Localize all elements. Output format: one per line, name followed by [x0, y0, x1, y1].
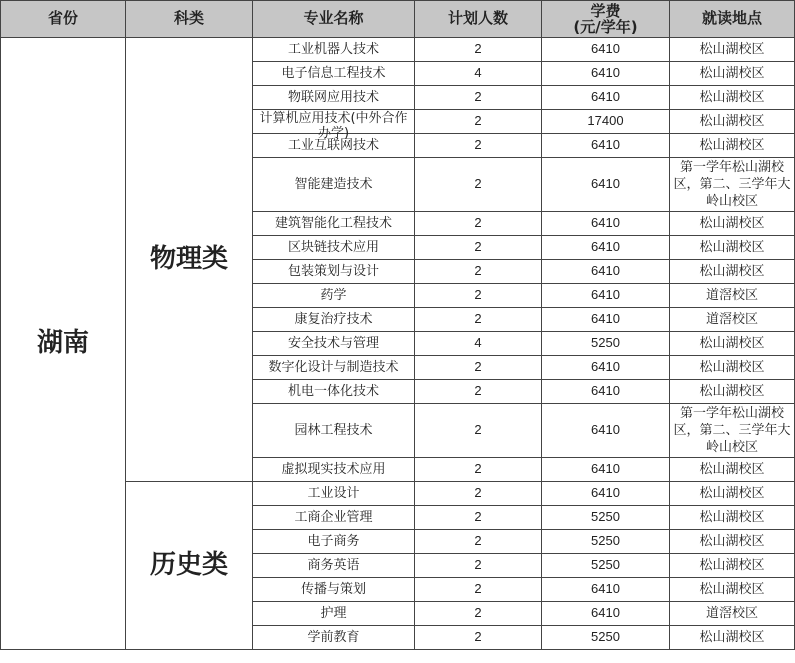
campus-location: 松山湖校区: [699, 114, 765, 129]
header-province: 省份: [1, 1, 126, 38]
tuition-fee-cell: 6410: [542, 284, 670, 308]
major-name: 电子商务: [307, 534, 360, 549]
tuition-fee-cell: 6410: [542, 38, 670, 62]
tuition-fee-cell: 6410: [542, 212, 670, 236]
table-row: [1, 38, 795, 62]
tuition-fee-cell: 5250: [542, 506, 670, 530]
major-name: 工业机器人技术: [287, 42, 379, 57]
campus-location: 松山湖校区: [699, 462, 765, 477]
campus-location-cell: [670, 38, 795, 62]
campus-location: 第一学年松山湖校区，第二、三学年大岭山校区: [673, 160, 791, 209]
campus-location: 道滘校区: [705, 606, 758, 621]
plan-count-cell: 2: [415, 554, 542, 578]
campus-location: 道滘校区: [705, 288, 758, 303]
major-cell: [253, 578, 415, 602]
major-cell: [253, 260, 415, 284]
header-fee: 学费 (元/学年): [542, 1, 670, 38]
major-cell: [253, 356, 415, 380]
plan-count-cell: 2: [415, 626, 542, 650]
campus-location-cell: [670, 530, 795, 554]
plan-count-cell: 2: [415, 458, 542, 482]
major-name: 工业互联网技术: [287, 138, 379, 153]
major-cell: [253, 134, 415, 158]
campus-location: 松山湖校区: [699, 360, 765, 375]
major-cell: [253, 62, 415, 86]
campus-location-cell: [670, 110, 795, 134]
plan-count-cell: 2: [415, 356, 542, 380]
tuition-fee-cell: 6410: [542, 134, 670, 158]
campus-location-cell: [670, 356, 795, 380]
campus-location: 松山湖校区: [699, 240, 765, 255]
major-name: 包装策划与设计: [287, 264, 379, 279]
plan-count-cell: 4: [415, 332, 542, 356]
tuition-fee-cell: 5250: [542, 332, 670, 356]
major-name: 区块链技术应用: [287, 240, 379, 255]
campus-location: 松山湖校区: [699, 582, 765, 597]
tuition-fee-cell: 17400: [542, 110, 670, 134]
campus-location: 松山湖校区: [699, 336, 765, 351]
major-cell: [253, 380, 415, 404]
campus-location: 松山湖校区: [699, 384, 765, 399]
major-name: 计算机应用技术(中外合作办学): [259, 110, 408, 141]
plan-count-cell: 2: [415, 530, 542, 554]
major-cell: [253, 404, 415, 458]
tuition-fee-cell: 6410: [542, 380, 670, 404]
major-name: 物联网应用技术: [287, 90, 379, 105]
major-name: 虚拟现实技术应用: [281, 462, 386, 477]
campus-location-cell: [670, 626, 795, 650]
tuition-fee-cell: 6410: [542, 86, 670, 110]
campus-location-cell: [670, 380, 795, 404]
plan-count-cell: 2: [415, 506, 542, 530]
plan-count-cell: 2: [415, 110, 542, 134]
campus-location: 松山湖校区: [699, 138, 765, 153]
major-name: 护理: [320, 606, 347, 621]
campus-location: 松山湖校区: [699, 90, 765, 105]
major-cell: [253, 38, 415, 62]
plan-count-cell: 2: [415, 404, 542, 458]
campus-location-cell: [670, 134, 795, 158]
plan-count-cell: 2: [415, 578, 542, 602]
tuition-fee-cell: 6410: [542, 308, 670, 332]
major-cell: [253, 332, 415, 356]
campus-location-cell: [670, 458, 795, 482]
campus-location-cell: [670, 332, 795, 356]
plan-count-cell: 2: [415, 236, 542, 260]
major-cell: [253, 284, 415, 308]
campus-location-cell: [670, 236, 795, 260]
campus-location: 松山湖校区: [699, 534, 765, 549]
category-cell: 历史类: [126, 482, 253, 650]
tuition-fee-cell: 6410: [542, 260, 670, 284]
campus-location: 松山湖校区: [699, 510, 765, 525]
tuition-fee-cell: 6410: [542, 236, 670, 260]
major-name: 机电一体化技术: [287, 384, 379, 399]
plan-count-cell: 2: [415, 134, 542, 158]
major-cell: [253, 506, 415, 530]
campus-location-cell: [670, 158, 795, 212]
tuition-fee-cell: 6410: [542, 62, 670, 86]
major-cell: [253, 212, 415, 236]
tuition-fee-cell: 6410: [542, 482, 670, 506]
campus-location: 松山湖校区: [699, 486, 765, 501]
major-name: 数字化设计与制造技术: [268, 360, 399, 375]
major-cell: [253, 626, 415, 650]
tuition-fee-cell: 5250: [542, 626, 670, 650]
campus-location-cell: [670, 554, 795, 578]
major-cell: [253, 308, 415, 332]
tuition-fee-cell: 6410: [542, 458, 670, 482]
tuition-fee-cell: 6410: [542, 404, 670, 458]
plan-count-cell: 2: [415, 482, 542, 506]
campus-location: 松山湖校区: [699, 216, 765, 231]
plan-count-cell: 2: [415, 260, 542, 284]
plan-count-cell: 2: [415, 38, 542, 62]
plan-count-cell: 2: [415, 284, 542, 308]
table-body: [1, 38, 795, 650]
plan-count-cell: 4: [415, 62, 542, 86]
plan-count-cell: 2: [415, 308, 542, 332]
campus-location-cell: [670, 284, 795, 308]
major-name: 康复治疗技术: [294, 312, 373, 327]
major-name: 智能建造技术: [294, 177, 373, 192]
header-row: [1, 1, 795, 38]
campus-location-cell: [670, 62, 795, 86]
major-name: 工业设计: [307, 486, 360, 501]
campus-location: 松山湖校区: [699, 66, 765, 81]
major-cell: [253, 86, 415, 110]
header-category: 科类: [126, 1, 253, 38]
tuition-fee-cell: 6410: [542, 602, 670, 626]
major-cell: [253, 236, 415, 260]
province-cell: 湖南: [1, 38, 126, 650]
plan-count-cell: 2: [415, 158, 542, 212]
tuition-fee-cell: 6410: [542, 356, 670, 380]
major-cell: [253, 602, 415, 626]
header-plan: 计划人数: [415, 1, 542, 38]
major-name: 电子信息工程技术: [281, 66, 386, 81]
campus-location-cell: [670, 602, 795, 626]
category-cell: 物理类: [126, 38, 253, 482]
campus-location-cell: [670, 404, 795, 458]
major-cell: [253, 110, 415, 141]
tuition-fee-cell: 5250: [542, 554, 670, 578]
major-name: 园林工程技术: [294, 423, 373, 438]
campus-location: 松山湖校区: [699, 630, 765, 645]
campus-location-cell: [670, 212, 795, 236]
campus-location-cell: [670, 482, 795, 506]
campus-location-cell: [670, 506, 795, 530]
campus-location: 松山湖校区: [699, 558, 765, 573]
plan-count-cell: 2: [415, 602, 542, 626]
campus-location: 道滘校区: [705, 312, 758, 327]
major-name: 建筑智能化工程技术: [274, 216, 392, 231]
plan-count-cell: 2: [415, 212, 542, 236]
campus-location: 松山湖校区: [699, 42, 765, 57]
tuition-fee-cell: 6410: [542, 578, 670, 602]
campus-location-cell: [670, 578, 795, 602]
plan-count-cell: 2: [415, 380, 542, 404]
major-name: 药学: [320, 288, 347, 303]
major-cell: [253, 158, 415, 212]
campus-location: 第一学年松山湖校区，第二、三学年大岭山校区: [673, 406, 791, 455]
major-name: 学前教育: [307, 630, 360, 645]
campus-location-cell: [670, 308, 795, 332]
campus-location-cell: [670, 86, 795, 110]
major-cell: [253, 458, 415, 482]
header-major: 专业名称: [253, 1, 415, 38]
major-name: 工商企业管理: [294, 510, 373, 525]
header-location: 就读地点: [670, 1, 795, 38]
major-cell: [253, 530, 415, 554]
plan-count-cell: 2: [415, 86, 542, 110]
major-cell: [253, 554, 415, 578]
campus-location-cell: [670, 260, 795, 284]
tuition-fee-cell: 5250: [542, 530, 670, 554]
major-name: 安全技术与管理: [287, 336, 379, 351]
major-name: 传播与策划: [300, 582, 366, 597]
major-name: 商务英语: [307, 558, 360, 573]
campus-location: 松山湖校区: [699, 264, 765, 279]
tuition-fee-cell: 6410: [542, 158, 670, 212]
major-cell: [253, 482, 415, 506]
